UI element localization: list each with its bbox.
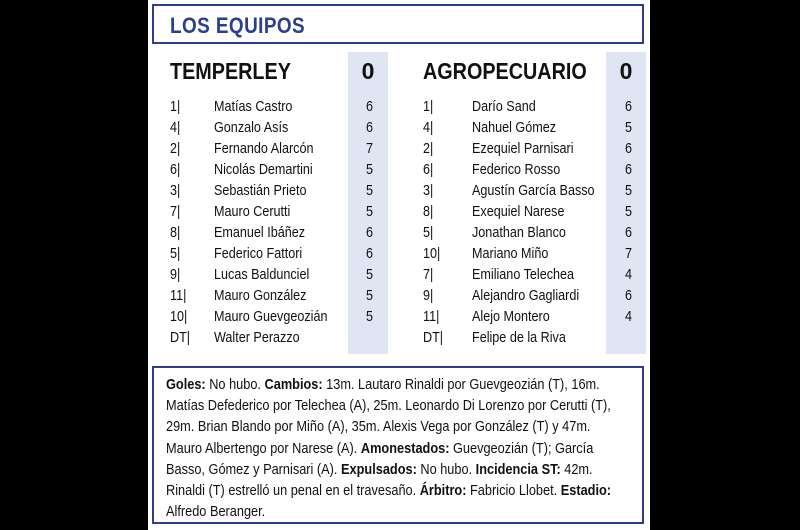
player-position: 5| <box>423 224 434 241</box>
player-row <box>406 285 650 306</box>
note-label: Árbitro: <box>419 482 467 500</box>
player-rating: 5 <box>366 182 374 199</box>
player-rating: 5 <box>625 119 633 136</box>
player-name: Mauro González <box>214 287 307 304</box>
player-name: Emanuel Ibáñez <box>214 224 306 241</box>
player-row <box>148 117 398 138</box>
player-row <box>148 201 398 222</box>
lineups-panel <box>148 0 650 530</box>
player-position: 6| <box>423 161 434 178</box>
player-position: 6| <box>170 161 181 178</box>
player-position: 4| <box>170 119 181 136</box>
player-rating: 6 <box>366 98 374 115</box>
player-position: 10| <box>170 308 188 325</box>
player-name: Alejandro Gagliardi <box>472 287 580 304</box>
player-position: 9| <box>170 266 181 283</box>
team-score: 0 <box>619 58 633 84</box>
player-position: 7| <box>423 266 434 283</box>
player-row <box>406 96 650 117</box>
player-position: DT| <box>423 329 444 346</box>
team-name: AGROPECUARIO <box>423 58 587 84</box>
player-name: Walter Perazzo <box>214 329 300 346</box>
player-row <box>148 285 398 306</box>
match-notes-box <box>152 366 644 524</box>
player-position: DT| <box>170 329 191 346</box>
player-rating: 5 <box>625 182 633 199</box>
player-rating: 6 <box>366 245 374 262</box>
player-position: 11| <box>423 308 440 325</box>
player-position: 2| <box>170 140 181 157</box>
player-row <box>406 138 650 159</box>
player-row <box>406 327 650 348</box>
note-text: Alfredo Beranger. <box>166 503 266 521</box>
player-name: Nahuel Gómez <box>472 119 557 136</box>
player-row <box>148 222 398 243</box>
player-row <box>406 222 650 243</box>
player-rating: 5 <box>366 308 374 325</box>
player-name: Mauro Guevgeozián <box>214 308 328 325</box>
note-text: No hubo. <box>416 460 476 478</box>
player-name: Sebastián Prieto <box>214 182 307 199</box>
player-row <box>148 159 398 180</box>
note-text: No hubo. <box>205 376 265 393</box>
section-title: LOS EQUIPOS <box>170 13 306 38</box>
match-notes <box>166 374 625 522</box>
note-text: Fabricio Llobet. <box>466 482 561 500</box>
note-text: 13m. Lautaro Rinaldi por Guevgeozián (T), 16m. Matías Defederico por Telechea (A), 25m. Leonardo Di Lorenzo por Cerutti (T), 29m. Brian Blando por Miño (A), 35m. Alexis Vega por González (T) y 47m. Mauro Albertengo por Narese (A). <box>166 376 611 457</box>
team-score: 0 <box>361 58 375 84</box>
player-rating: 5 <box>366 287 374 304</box>
player-name: Alejo Montero <box>472 308 550 325</box>
section-header <box>152 4 644 44</box>
player-position: 11| <box>170 287 187 304</box>
player-position: 1| <box>170 98 181 115</box>
player-rating: 6 <box>366 119 374 136</box>
player-rating: 6 <box>625 140 633 157</box>
player-rating: 5 <box>625 203 633 220</box>
note-text: 42m. Rinaldi (T) estrelló un penal en el travesaño. <box>166 460 593 500</box>
player-rating: 5 <box>366 266 374 283</box>
note-label: Estadio: <box>560 482 612 500</box>
player-rating: 7 <box>366 140 374 157</box>
player-position: 7| <box>170 203 181 220</box>
note-label: Expulsados: <box>341 460 417 478</box>
player-position: 3| <box>170 182 181 199</box>
player-rating: 6 <box>366 224 374 241</box>
player-row <box>406 243 650 264</box>
player-row <box>148 327 398 348</box>
player-name: Felipe de la Riva <box>472 329 566 346</box>
player-position: 8| <box>170 224 181 241</box>
player-name: Federico Fattori <box>214 245 303 262</box>
player-name: Fernando Alarcón <box>214 140 314 157</box>
player-position: 9| <box>423 287 434 304</box>
player-row <box>148 180 398 201</box>
player-name: Gonzalo Asís <box>214 119 289 136</box>
player-position: 8| <box>423 203 434 220</box>
player-name: Mariano Miño <box>472 245 549 262</box>
player-row <box>406 117 650 138</box>
player-name: Darío Sand <box>472 98 536 115</box>
player-rating: 6 <box>625 161 633 178</box>
player-row <box>406 159 650 180</box>
player-position: 1| <box>423 98 434 115</box>
player-row <box>148 264 398 285</box>
player-rating: 5 <box>366 203 374 220</box>
player-position: 5| <box>170 245 181 262</box>
player-position: 3| <box>423 182 434 199</box>
player-rating: 6 <box>625 287 633 304</box>
player-rating: 4 <box>625 308 633 325</box>
player-row <box>148 243 398 264</box>
team-name: TEMPERLEY <box>170 58 291 84</box>
player-name: Federico Rosso <box>472 161 561 178</box>
player-name: Exequiel Narese <box>472 203 565 220</box>
note-label: Cambios: <box>264 376 323 393</box>
player-position: 4| <box>423 119 434 136</box>
player-name: Mauro Cerutti <box>214 203 291 220</box>
note-text: Guevgeozián (T); García Basso, Gómez y Parnisari (A). <box>166 439 594 478</box>
player-name: Lucas Baldunciel <box>214 266 310 283</box>
player-position: 2| <box>423 140 434 157</box>
player-name: Agustín García Basso <box>472 182 595 199</box>
player-rating: 4 <box>625 266 633 283</box>
note-label: Incidencia ST: <box>475 460 561 478</box>
player-name: Matías Castro <box>214 98 293 115</box>
player-row <box>148 96 398 117</box>
player-row <box>406 180 650 201</box>
player-row <box>148 138 398 159</box>
player-name: Nicolás Demartini <box>214 161 313 178</box>
player-rating: 6 <box>625 98 633 115</box>
player-list <box>148 96 398 348</box>
player-row <box>148 306 398 327</box>
player-list <box>406 96 650 348</box>
player-row <box>406 306 650 327</box>
player-name: Emiliano Telechea <box>472 266 575 283</box>
player-name: Ezequiel Parnisari <box>472 140 574 157</box>
note-label: Goles: <box>166 376 206 393</box>
player-position: 10| <box>423 245 441 262</box>
note-label: Amonestados: <box>360 439 450 457</box>
player-row <box>406 264 650 285</box>
player-rating: 5 <box>366 161 374 178</box>
player-name: Jonathan Blanco <box>472 224 566 241</box>
player-row <box>406 201 650 222</box>
player-rating: 6 <box>625 224 633 241</box>
player-rating: 7 <box>625 245 633 262</box>
